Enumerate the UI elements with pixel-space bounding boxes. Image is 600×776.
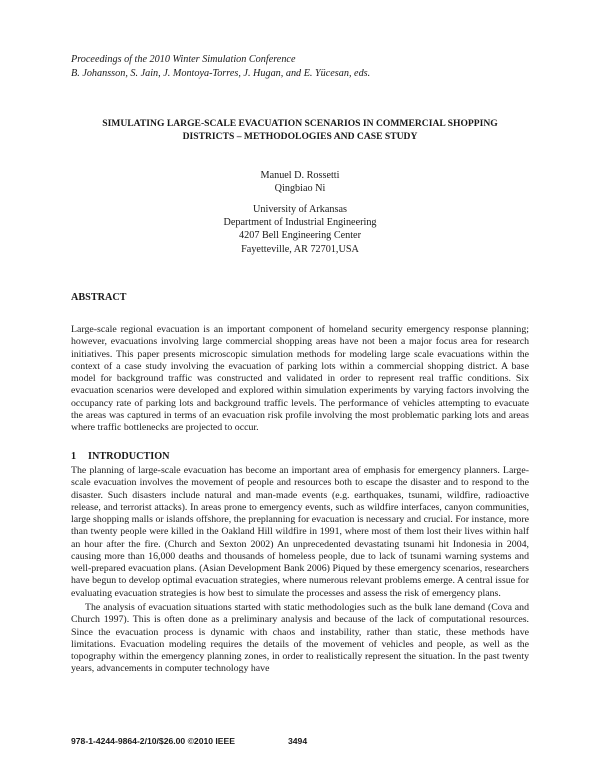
page-number: 3494: [288, 736, 308, 746]
abstract-heading: ABSTRACT: [71, 292, 127, 303]
city-address: Fayetteville, AR 72701,USA: [241, 243, 359, 255]
department-name: Department of Industrial Engineering: [223, 217, 377, 229]
author-list: [70, 169, 530, 195]
conference-name: Proceedings of the 2010 Winter Simulation Conference: [71, 54, 296, 65]
section-title: INTRODUCTION: [88, 451, 170, 462]
title-line-2: DISTRICTS – METHODOLOGIES AND CASE STUDY: [182, 131, 418, 142]
university-name: University of Arkansas: [253, 204, 347, 215]
author-name: Qingbiao Ni: [274, 183, 326, 195]
isbn-copyright: 978-1-4244-9864-2/10/$26.00 ©2010 IEEE: [71, 736, 236, 746]
introduction-paragraph-2: The analysis of evacuation situations started with static methodologies such as the bulk lane demand (Cova and Church 1997). This is often done as a preliminary analysis and because of the lack of computational resources. Since the evacuation process is dynamic with chaos and instability, rather than static, these methods have limitations. Evacuation modeling requires the details of the movement of vehicles and people, as well as the topography within the emergency planning zones, in order to realistically represent the situation. In the past twenty years, advancements in computer technology have: [71, 602, 529, 675]
title-line-1: SIMULATING LARGE-SCALE EVACUATION SCENARIOS IN COMMERCIAL SHOPPING: [102, 118, 498, 129]
street-address: 4207 Bell Engineering Center: [239, 230, 361, 242]
section-number: 1: [71, 451, 77, 462]
affiliation-block: [70, 203, 530, 256]
conference-header: [71, 53, 531, 81]
abstract-text: Large-scale regional evacuation is an important component of homeland security emergency response planning; however, evacuations involving large commercial shopping areas have not been a major focus area for research initiatives. This paper presents microscopic simulation methods for modeling large scale evacuations within the context of a case study involving the evacuation of parking lots within a commercial shopping district. A base model for background traffic was constructed and validated in order to represent real traffic conditions. Six evacuation scenarios were developed and explored within simulation experiments by varying factors involving the occupancy rate of parking lots and background traffic levels. The performance of vehicles attempting to evacuate the areas was captured in terms of an evacuation risk profile involving the most problematic parking lots and areas where traffic bottlenecks are projected to occur.: [71, 324, 529, 433]
introduction-paragraph-1: The planning of large-scale evacuation has become an important area of emphasis for emergency planners. Large-scale evacuation involves the movement of people and resources both to escape the disaster and to respond to the disaster. Such disasters include natural and man-made events (e.g. earthquakes, tsunami, wildfire, radioactive release, and terrorist attacks). In areas prone to emergency events, such as wildfire interfaces, canyon communities, large shopping malls or islands offshore, the preplanning for evacuation is necessary and crucial. For instance, more than twenty people were killed in the Oakland Hill wildfire in 1991, where most of them lost their lives within half an hour after the fire. (Church and Sexton 2002) An unprecedented devastating tsunami hit Indonesia in 2004, causing more than 16,000 deaths and thousands of homeless people, due to lack of tsunami warning systems and well-prepared evacuation plans. (Asian Development Bank 2006) Piqued by these emergency scenarios, researchers have begun to develop optimal evacuation strategies, where numerous relevant problems emerge. A central issue for evaluating evacuation strategies is how best to simulate the processes and assess the risk of emergency plans.: [71, 465, 529, 599]
author-name: Manuel D. Rossetti: [260, 170, 340, 181]
paper-title: [70, 117, 530, 143]
editors-line: B. Johansson, S. Jain, J. Montoya-Torres, J. Hugan, and E. Yücesan, eds.: [71, 68, 371, 79]
introduction-heading: [71, 450, 170, 463]
